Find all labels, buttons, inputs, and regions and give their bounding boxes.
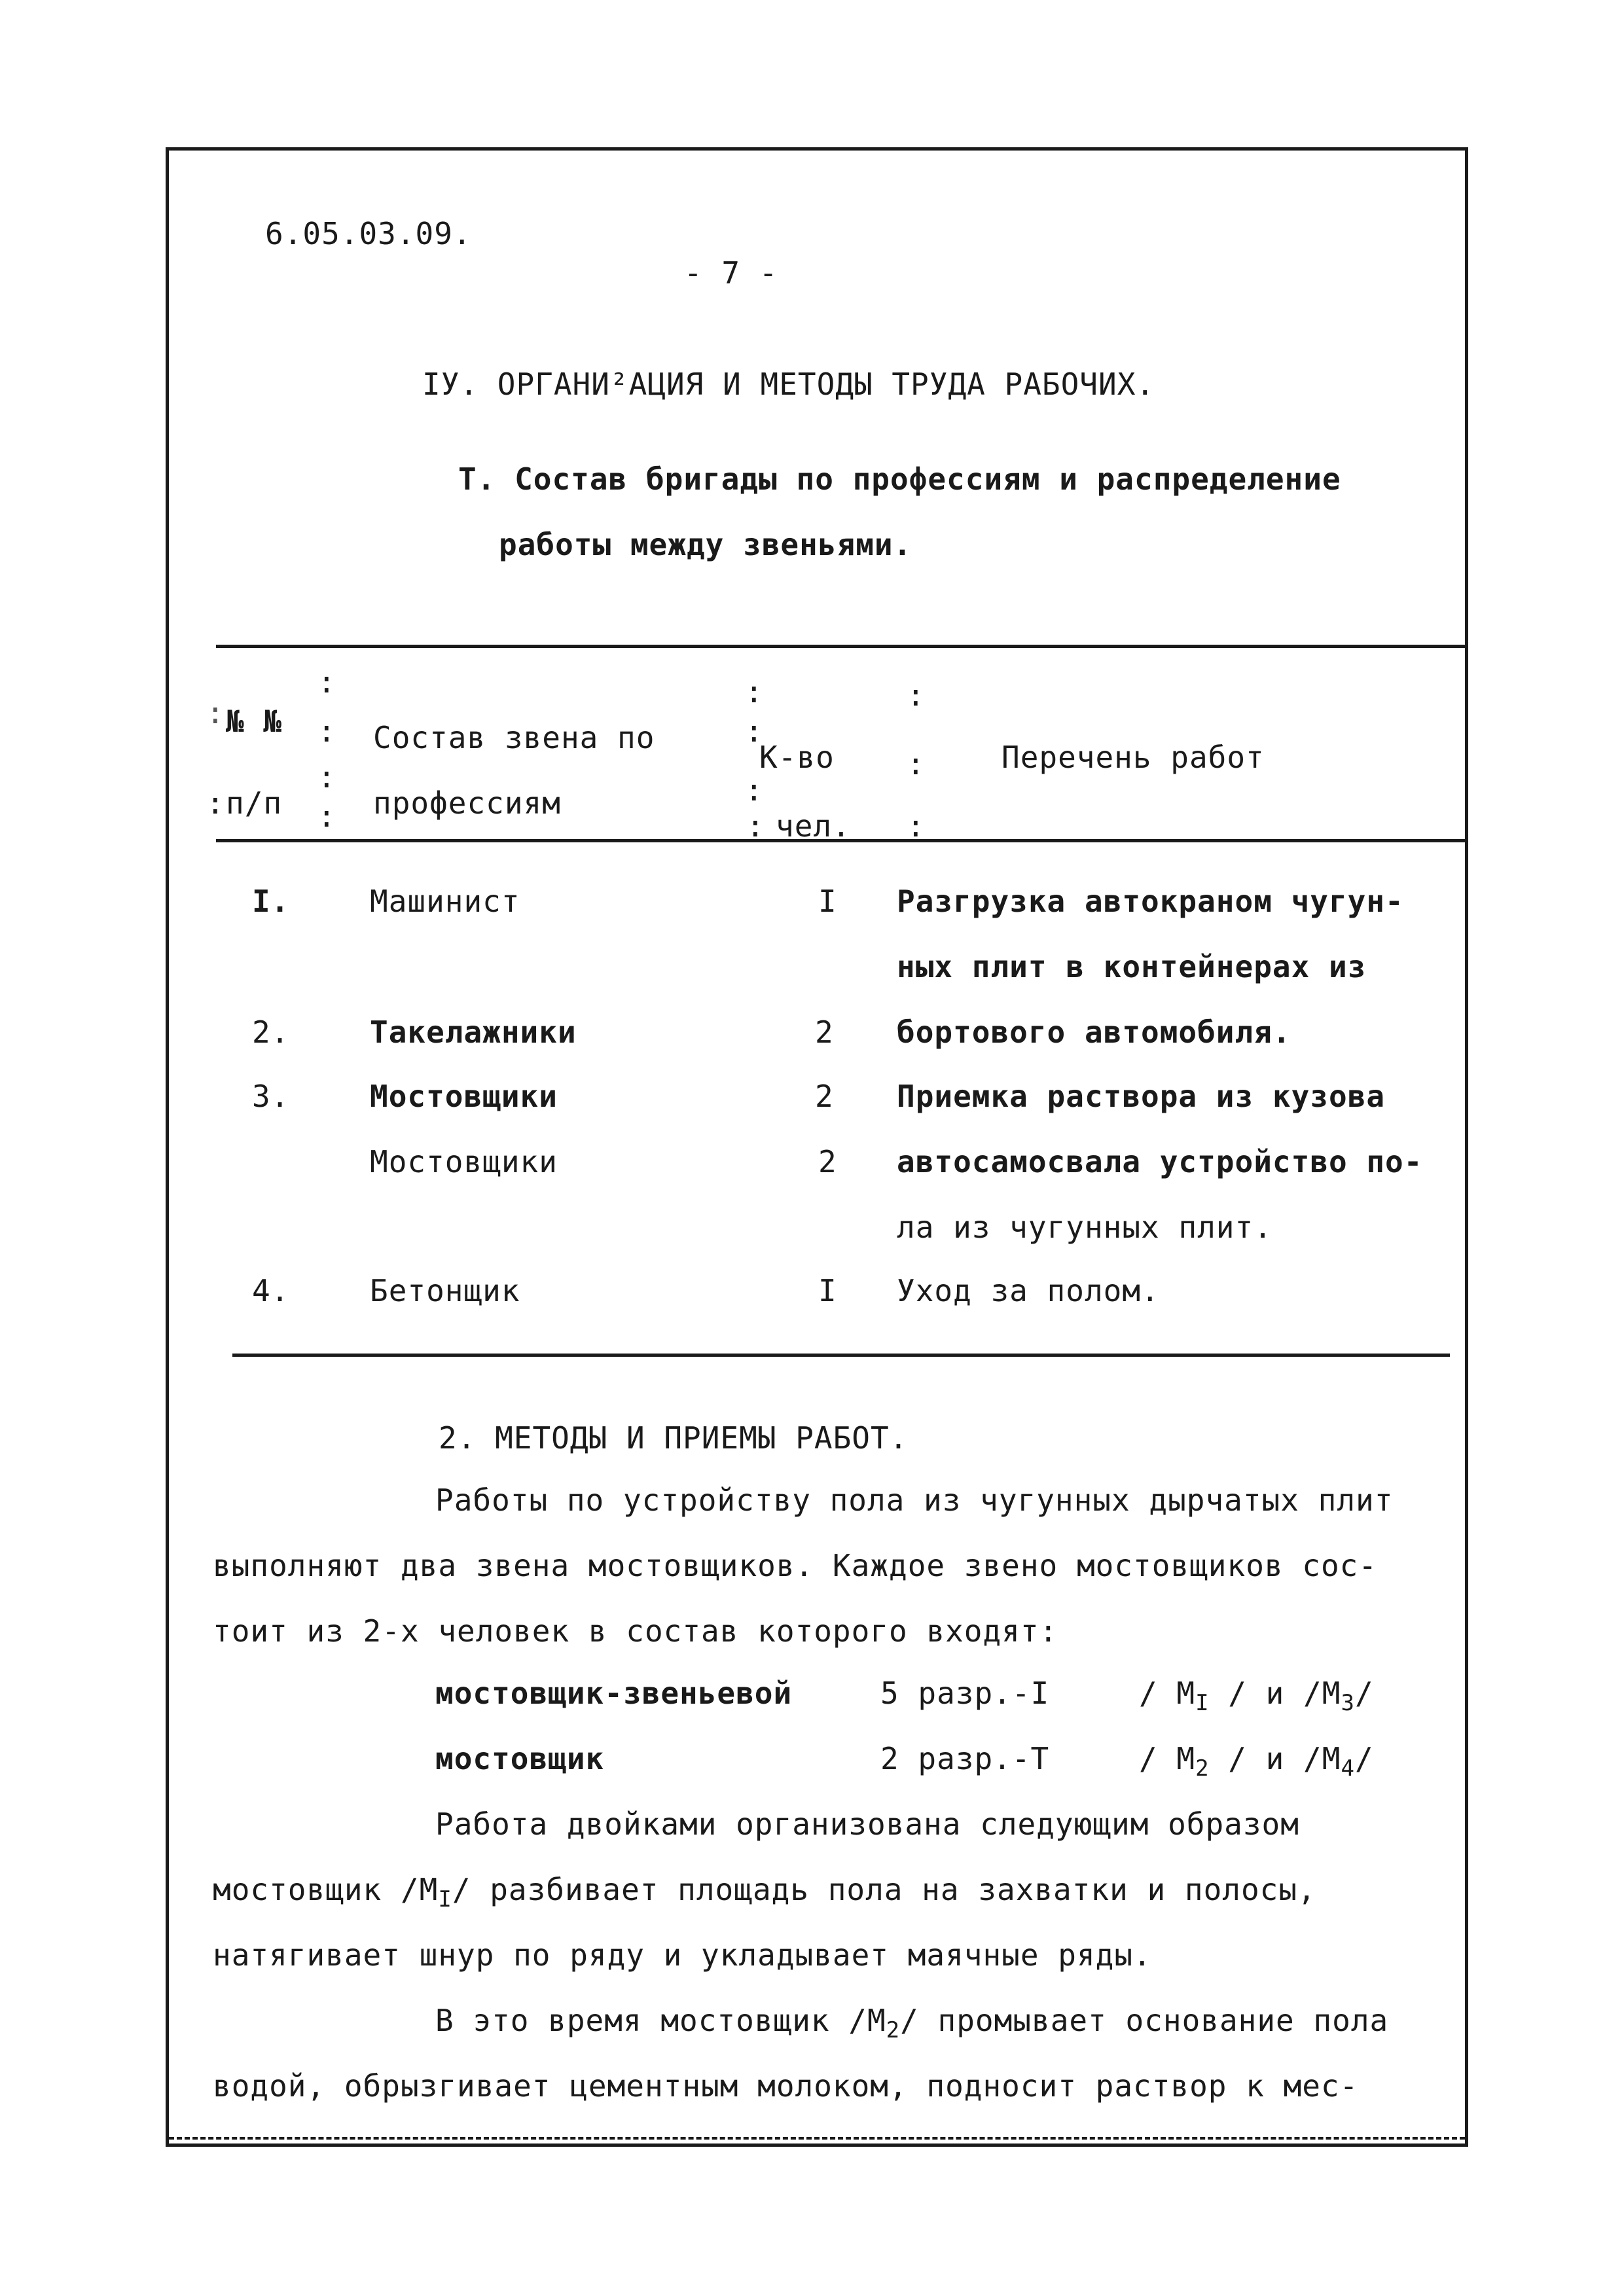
table-top-rule bbox=[216, 645, 1465, 648]
header-count-line1: К-во bbox=[759, 740, 835, 775]
methods-p1-line1: Работы по устройству пола из чугунных дырчатых плит bbox=[435, 1482, 1394, 1518]
worker-role: мостовщик-звеньевой bbox=[435, 1676, 793, 1711]
table-header-rule bbox=[216, 839, 1465, 842]
table-bottom-rule bbox=[232, 1354, 1450, 1357]
worker-codes: / $М_2$ / и $/М_4/$ bbox=[1139, 1741, 1374, 1782]
header-sep-col2: : bbox=[317, 664, 336, 700]
header-count-sep: : bbox=[746, 808, 765, 844]
row-work: Уход за полом. bbox=[897, 1273, 1160, 1308]
section-subtitle-line1: Т. Состав бригады по профессиям и распределение bbox=[458, 461, 1341, 497]
header-sep-col3c: : bbox=[745, 772, 764, 808]
row-count: 2 bbox=[815, 1079, 834, 1114]
row-count: 2 bbox=[815, 1014, 834, 1050]
header-sep-col2c: : bbox=[317, 759, 336, 795]
header-sep-col4c: : bbox=[907, 808, 926, 844]
header-works: Перечень работ bbox=[1001, 740, 1265, 775]
methods-p1-line3: тоит из 2-х человек в состав которого входят: bbox=[213, 1613, 1058, 1649]
row-count: I bbox=[818, 884, 837, 919]
header-sep-col3b: : bbox=[745, 713, 764, 749]
header-num-line1: № № bbox=[226, 704, 283, 739]
header-composition-line2: профессиям bbox=[373, 785, 561, 821]
row-work: Разгрузка автокраном чугун- bbox=[897, 884, 1404, 919]
row-count: 2 bbox=[818, 1144, 837, 1179]
row-work: ла из чугунных плит. bbox=[897, 1210, 1272, 1245]
methods-heading: 2. МЕТОДЫ И ПРИЕМЫ РАБОТ. bbox=[439, 1420, 909, 1456]
methods-p3-line1: В это время мостовщик $/М_2/$ промывает основание пола bbox=[435, 2003, 1389, 2043]
header-num-line2: п/п bbox=[226, 785, 283, 821]
methods-p2-line3: натягивает шнур по ряду и укладывает маячные ряды. bbox=[213, 1937, 1152, 1973]
row-num: 3. bbox=[252, 1079, 290, 1114]
row-num: 4. bbox=[252, 1273, 290, 1308]
row-work: Приемка раствора из кузова bbox=[897, 1079, 1386, 1114]
row-profession: Мостовщики bbox=[370, 1079, 558, 1114]
row-num: I. bbox=[252, 884, 290, 919]
worker-grade: 2 разр.-Т bbox=[880, 1741, 1050, 1776]
worker-role: мостовщик bbox=[435, 1741, 605, 1776]
header-sep-col3: : bbox=[745, 674, 764, 709]
methods-p1-line2: выполняют два звена мостовщиков. Каждое звено мостовщиков сос- bbox=[213, 1548, 1378, 1583]
row-profession: Такелажники bbox=[370, 1014, 577, 1050]
worker-grade: 5 разр.-I bbox=[880, 1676, 1050, 1711]
section-subtitle-line2: работы между звеньями. bbox=[499, 527, 912, 562]
header-sep-col2b: : bbox=[317, 713, 336, 749]
header-separators-col1: : bbox=[206, 695, 225, 730]
header-sep-col2d: : bbox=[317, 798, 336, 834]
header-sep-col4: : bbox=[907, 677, 926, 713]
row-work: бортового автомобиля. bbox=[897, 1014, 1291, 1050]
header-separators-col1b: : bbox=[206, 785, 225, 821]
row-profession: Машинист bbox=[370, 884, 520, 919]
row-count: I bbox=[818, 1273, 837, 1308]
page-number: - 7 - bbox=[684, 255, 778, 291]
row-profession: Мостовщики bbox=[370, 1144, 558, 1179]
page-bottom-dashed-rule bbox=[169, 2137, 1465, 2140]
section-title: IУ. ОРГАНИ²АЦИЯ И МЕТОДЫ ТРУДА РАБОЧИХ. bbox=[422, 367, 1155, 402]
row-work: автосамосвала устройство по- bbox=[897, 1144, 1423, 1179]
row-profession: Бетонщик bbox=[370, 1273, 520, 1308]
document-code: 6.05.03.09. bbox=[265, 216, 472, 251]
header-count-line2: чел. bbox=[776, 808, 851, 844]
header-composition-line1: Состав звена по bbox=[373, 720, 655, 755]
row-work: ных плит в контейнерах из bbox=[897, 949, 1367, 984]
methods-p2-line2: мостовщик $/М_I/$ разбивает площадь пола на захватки и полосы, bbox=[213, 1872, 1316, 1912]
methods-p2-line1: Работа двойками организована следующим образом bbox=[435, 1806, 1299, 1842]
header-sep-col4b: : bbox=[907, 746, 926, 781]
row-num: 2. bbox=[252, 1014, 290, 1050]
worker-codes: / $М_I$ / и $/М_3/$ bbox=[1139, 1676, 1374, 1716]
methods-p3-line2: водой, обрызгивает цементным молоком, подносит раствор к мес- bbox=[213, 2068, 1359, 2104]
